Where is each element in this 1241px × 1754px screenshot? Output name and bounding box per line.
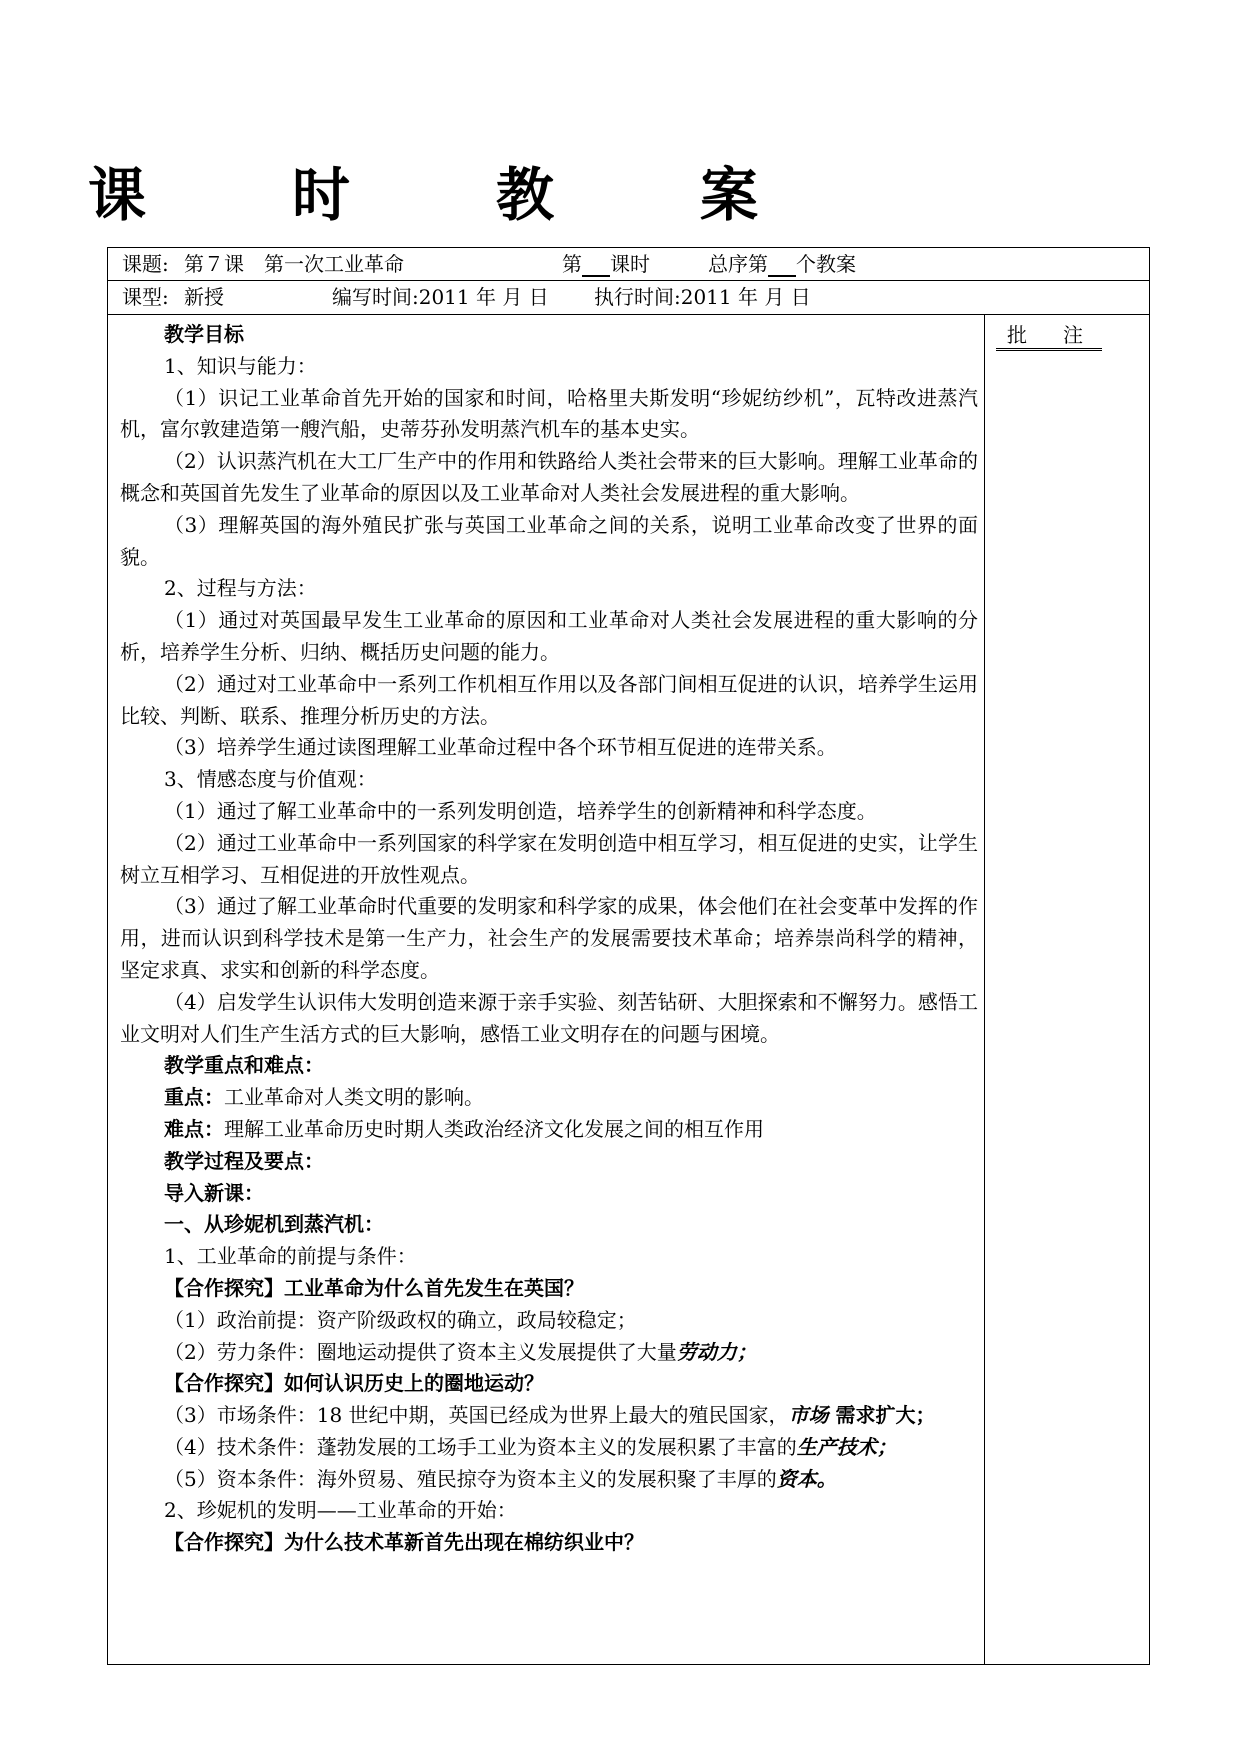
paragraph: （2）认识蒸汽机在大工厂生产中的作用和铁路给人类社会带来的巨大影响。理解工业革命的概念和英国首先发生了业革命的原因以及工业革命对人类社会发展进程的重大影响。 — [120, 449, 978, 505]
annotation-header: 批 注 — [996, 322, 1102, 351]
condition-item: （1）政治前提：资产阶级政权的确立，政局较稳定； — [164, 1307, 637, 1332]
paragraph: （3）培养学生通过读图理解工业革命过程中各个环节相互促进的连带关系。 — [164, 735, 837, 760]
table-divider — [108, 314, 1149, 315]
key-point — [120, 1082, 978, 1114]
condition-item — [120, 1432, 978, 1464]
lesson-number — [562, 251, 650, 277]
section-title: 2、过程与方法： — [164, 576, 317, 601]
subsection-title: 2、珍妮机的发明——工业革命的开始： — [164, 1498, 517, 1523]
table-divider — [108, 280, 1149, 281]
total-number — [708, 251, 856, 277]
type-label: 课型: — [122, 285, 169, 309]
lesson-suffix: 课时 — [610, 252, 650, 276]
condition-text: （4）技术条件：蓬勃发展的工场手工业为资本主义的发展积累了丰富的 — [164, 1434, 797, 1459]
total-prefix: 总序第 — [708, 252, 768, 276]
paragraph: （2）通过工业革命中一系列国家的科学家在发明创造中相互学习，相互促进的史实，让学生树立互相学习、互相促进的开放性观点。 — [120, 830, 978, 887]
condition-emphasis: 生产技术； — [796, 1434, 897, 1459]
written-time: 编写时间:2011 年 月 日 — [332, 285, 549, 309]
condition-emphasis: 市场 — [788, 1403, 829, 1428]
subsection-title: 1、工业革命的前提与条件： — [164, 1244, 417, 1269]
total-suffix: 个教案 — [796, 252, 856, 276]
paragraph: （1）通过了解工业革命中的一系列发明创造，培养学生的创新精神和科学态度。 — [164, 798, 877, 823]
type-value: 新授 — [184, 285, 224, 309]
paragraph: （3）理解英国的海外殖民扩张与英国工业革命之间的关系，说明工业革命改变了世界的面貌。 — [120, 512, 978, 569]
lesson-prefix: 第 — [562, 252, 582, 276]
topic-label: 课题: — [122, 252, 169, 276]
part-title: 一、从珍妮机到蒸汽机： — [164, 1212, 384, 1237]
lesson-content — [120, 319, 978, 1559]
condition-emphasis: 资本。 — [776, 1466, 837, 1491]
paragraph: （2）通过对工业革命中一系列工作机相互作用以及各部门间相互促进的认识，培养学生运用比较、判断、联系、推理分析历史的方法。 — [120, 671, 978, 728]
paragraph: （1）识记工业革命首先开始的国家和时间，哈格里夫斯发明“珍妮纺纱机”，瓦特改进蒸汽机，富尔敦建造第一艘汽船，史蒂芬孙发明蒸汽机车的基本史实。 — [120, 385, 978, 442]
paragraph: （1）通过对英国最早发生工业革命的原因和工业革命对人类社会发展进程的重大影响的分析，培养学生分析、归纳、概括历史问题的能力。 — [120, 608, 978, 664]
difficult-point — [120, 1114, 978, 1146]
intro-title: 导入新课： — [164, 1180, 264, 1205]
condition-tail: 需求扩大； — [828, 1403, 936, 1428]
lesson-blank — [582, 257, 610, 277]
condition-text: （2）劳力条件：圈地运动提供了资本主义发展提供了大量 — [164, 1339, 677, 1364]
exec-time: 执行时间:2011 年 月 日 — [594, 285, 811, 309]
section-title: 3、情感态度与价值观： — [164, 767, 377, 792]
annotation-column-divider — [984, 315, 985, 1664]
section-title: 1、知识与能力： — [164, 353, 317, 378]
difficult-label: 难点： — [164, 1116, 224, 1141]
key-label: 重点： — [164, 1085, 224, 1110]
key-points-title: 教学重点和难点： — [164, 1053, 324, 1078]
condition-text: （3）市场条件：18 世纪中期，英国已经成为世界上最大的殖民国家， — [164, 1403, 789, 1428]
paragraph: （4）启发学生认识伟大发明创造来源于亲手实验、刻苦钻研、大胆探索和不懈努力。感悟工业文明对人们生产生活方式的巨大影响，感悟工业文明存在的问题与困境。 — [120, 989, 978, 1046]
lesson-plan-table — [107, 247, 1150, 1665]
condition-item — [120, 1337, 978, 1369]
topic-value: 第７课 第一次工业革命 — [184, 252, 404, 276]
explore-question: 【合作探究】如何认识历史上的圈地运动？ — [164, 1371, 544, 1396]
explore-question: 【合作探究】工业革命为什么首先发生在英国？ — [164, 1275, 584, 1300]
key-text: 工业革命对人类文明的影响。 — [224, 1085, 484, 1110]
page-title: 课 时 教 案 — [88, 161, 803, 229]
condition-emphasis: 劳动力； — [676, 1339, 757, 1364]
paragraph: （3）通过了解工业革命时代重要的发明家和科学家的成果，体会他们在社会变革中发挥的作用，进而认识到科学技术是第一生产力，社会生产的发展需要技术革命；培养崇尚科学的精神，坚定求真、求实和创新的科学态度。 — [120, 894, 978, 982]
process-title: 教学过程及要点： — [164, 1148, 324, 1173]
condition-text: （5）资本条件：海外贸易、殖民掠夺为资本主义的发展积聚了丰厚的 — [164, 1466, 777, 1491]
condition-item — [120, 1464, 978, 1496]
explore-question: 【合作探究】为什么技术革新首先出现在棉纺织业中？ — [164, 1530, 644, 1555]
condition-item — [120, 1400, 978, 1432]
goals-title: 教学目标 — [164, 322, 244, 346]
total-blank — [768, 257, 796, 277]
difficult-text: 理解工业革命历史时期人类政治经济文化发展之间的相互作用 — [224, 1116, 764, 1141]
